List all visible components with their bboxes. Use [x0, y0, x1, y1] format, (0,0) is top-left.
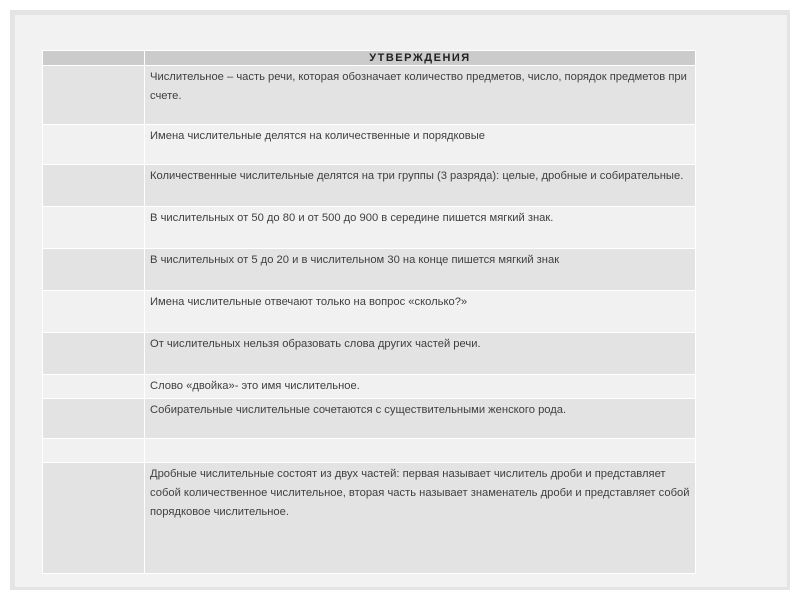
statement-text: В числительных от 5 до 20 и в числительном 30 на конце пишется мягкий знак [145, 249, 696, 291]
table-row [43, 399, 696, 439]
statement-text: Имена числительные отвечают только на вопрос «сколько?» [145, 291, 696, 333]
table-row [43, 165, 696, 207]
row-number-cell [43, 66, 145, 125]
row-number-cell [43, 399, 145, 439]
row-number-cell [43, 249, 145, 291]
table-row [43, 375, 696, 399]
table-row [43, 125, 696, 165]
table-row [43, 249, 696, 291]
statement-text: Имена числительные делятся на количественные и порядковые [145, 125, 696, 165]
statements-table [42, 50, 696, 574]
row-number-cell [43, 207, 145, 249]
table-row [43, 333, 696, 375]
row-number-cell [43, 333, 145, 375]
statement-text: Дробные числительные состоят из двух частей: первая называет числитель дроби и представляет собой количественное числительное, вторая часть называет знаменатель дроби и представляет собой порядковое числительное. [145, 463, 696, 574]
table-row [43, 439, 696, 463]
table-row [43, 66, 696, 125]
row-number-cell [43, 165, 145, 207]
table-row [43, 291, 696, 333]
table-row [43, 463, 696, 574]
statement-text: От числительных нельзя образовать слова других частей речи. [145, 333, 696, 375]
statement-text: Собирательные числительные сочетаются с существительными женского рода. [145, 399, 696, 439]
table-header-title: УТВЕРЖДЕНИЯ [145, 51, 696, 66]
table-row [43, 207, 696, 249]
row-number-cell [43, 125, 145, 165]
row-number-cell [43, 439, 145, 463]
row-number-cell [43, 375, 145, 399]
row-number-cell [43, 291, 145, 333]
statement-text: В числительных от 50 до 80 и от 500 до 900 в середине пишется мягкий знак. [145, 207, 696, 249]
header-number-cell [43, 51, 145, 66]
row-number-cell [43, 463, 145, 574]
statement-text: Числительное – часть речи, которая обозначает количество предметов, число, порядок предметов при счете. [145, 66, 696, 125]
table-header-row [43, 51, 696, 66]
statement-text [145, 439, 696, 463]
statement-text: Слово «двойка»- это имя числительное. [145, 375, 696, 399]
statement-text: Количественные числительные делятся на три группы (3 разряда): целые, дробные и собирательные. [145, 165, 696, 207]
